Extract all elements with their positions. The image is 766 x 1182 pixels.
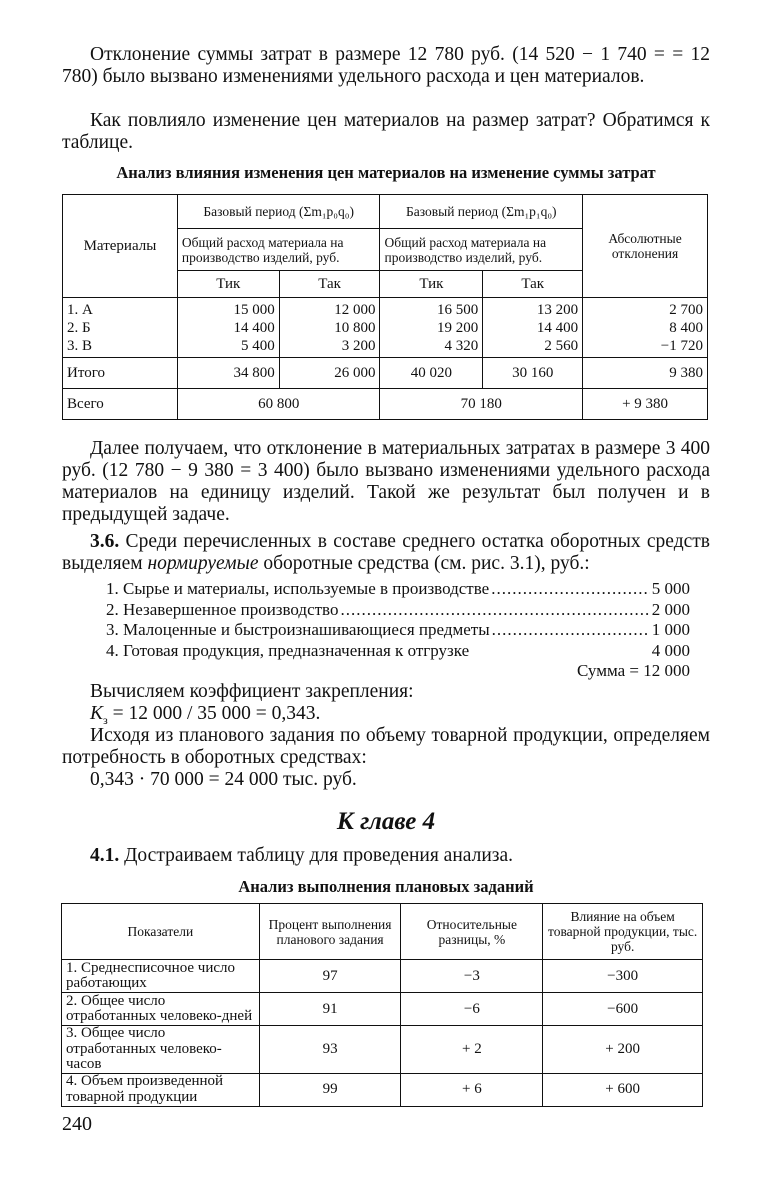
table-cell: + 200 xyxy=(543,1026,703,1074)
material-price-table xyxy=(62,194,708,420)
emphasis: нормируемые xyxy=(147,553,259,574)
table-cell: 4 320 xyxy=(444,337,479,354)
table-cell: 9 380 xyxy=(583,358,708,389)
table-cell: 14 400 xyxy=(536,319,579,336)
working-capital-list xyxy=(106,579,690,682)
table-cell: 5 400 xyxy=(240,337,275,354)
base-tik-values xyxy=(177,298,279,358)
table2-title: Анализ выполнения плановых заданий xyxy=(238,877,534,896)
task-number: 3.6. xyxy=(90,531,120,552)
formula-symbol: K xyxy=(90,703,104,724)
table-cell: 16 500 xyxy=(437,301,479,318)
result-line: 0,343 · 70 000 = 24 000 тыс. руб. xyxy=(90,769,357,790)
text: Достраиваем таблицу для проведения анализа. xyxy=(119,845,514,866)
table-cell: 30 160 xyxy=(483,358,583,389)
table-cell: −6 xyxy=(401,993,543,1026)
page-number: 240 xyxy=(62,1113,92,1135)
list-item-value: 2 000 xyxy=(651,599,690,619)
header-total-consumption-2: Общий расход материала на производство изделий, руб. xyxy=(380,229,583,271)
list-item-label: 1. Сырье и материалы, используемые в производстве xyxy=(106,579,490,598)
table-cell: 2 700 xyxy=(669,301,703,318)
list-item xyxy=(106,620,690,641)
header-tak-2: Так xyxy=(483,271,583,298)
table-cell: 3 200 xyxy=(341,337,376,354)
header-indicators: Показатели xyxy=(62,904,260,960)
indicator-name: 1. Среднесписочное число работающих xyxy=(62,960,260,993)
base-tak-values xyxy=(279,298,380,358)
list-item xyxy=(106,579,690,600)
paragraph-3-6 xyxy=(62,531,710,575)
table-cell: 34 800 xyxy=(177,358,279,389)
paragraph-coefficient: Вычисляем коэффициент закрепления: xyxy=(90,681,414,702)
formula-subscript: з xyxy=(103,712,108,727)
header-abs-deviation: Абсолютные отклонения xyxy=(583,195,708,298)
formula-body: = 12 000 / 35 000 = 0,343. xyxy=(107,703,321,724)
vsego-label: Всего xyxy=(63,389,178,420)
table-cell: 2 560 xyxy=(544,337,579,354)
table-cell: 26 000 xyxy=(279,358,380,389)
chapter-heading: К главе 4 xyxy=(336,808,436,835)
table-cell: 8 400 xyxy=(669,319,703,336)
list-item-label: 2. Незавершенное производство xyxy=(106,599,339,619)
paragraph-4-1 xyxy=(62,845,710,867)
table-cell: −600 xyxy=(543,993,703,1026)
table-cell: + 6 xyxy=(401,1073,543,1106)
new-tak-values xyxy=(483,298,583,358)
leader-dots xyxy=(492,620,650,641)
table-cell: 99 xyxy=(259,1073,401,1106)
table-cell: −300 xyxy=(543,960,703,993)
itogo-label: Итого xyxy=(63,358,178,389)
table-cell: 70 180 xyxy=(380,389,583,420)
material-name: 2. Б xyxy=(67,319,91,336)
table-cell: −3 xyxy=(401,960,543,993)
plan-fulfillment-table xyxy=(61,903,703,1107)
materials-names xyxy=(63,298,178,358)
text: Среди перечисленных в составе среднего остатка оборотных средств выделяем xyxy=(62,531,710,574)
table-cell: 93 xyxy=(259,1026,401,1074)
table1-title: Анализ влияния изменения цен материалов на изменение суммы затрат xyxy=(116,163,656,182)
list-item-label: 4. Готовая продукция, предназначенная к отгрузке xyxy=(106,640,470,660)
table-cell: 91 xyxy=(259,993,401,1026)
paragraph-question: Как повлияло изменение цен материалов на размер затрат? Обратимся к таблице. xyxy=(62,110,710,153)
new-tik-values xyxy=(380,298,483,358)
table-cell: −1 720 xyxy=(660,337,703,354)
table-cell: 40 020 xyxy=(380,358,483,389)
header-effect: Влияние на объем товарной продукции, тыс. руб. xyxy=(543,904,703,960)
list-item xyxy=(106,600,690,621)
header-base-period-1: Базовый период (Σm₁p₀q₀) xyxy=(177,195,380,229)
table-cell: + 600 xyxy=(543,1073,703,1106)
indicator-name: 2. Общее число отработанных человеко-дней xyxy=(62,993,260,1026)
deviation-values xyxy=(583,298,708,358)
header-tik-2: Тик xyxy=(380,271,483,298)
header-materials: Материалы xyxy=(63,195,178,298)
table-cell: + 9 380 xyxy=(583,389,708,420)
paragraph-conclusion: Далее получаем, что отклонение в материальных затратах в размере 3 400 руб. (12 780 − 9 380 = 3 400) было вызвано изменениями удельного расхода материалов на единицу изделий. Такой же результат был получен и в предыдущей задаче. xyxy=(62,438,710,525)
header-relative: Относительные разницы, % xyxy=(401,904,543,960)
material-name: 1. А xyxy=(67,301,93,318)
sum-line: Сумма = 12 000 xyxy=(577,661,690,680)
paragraph-deviation: Отклонение суммы затрат в размере 12 780 руб. (14 520 − 1 740 = = 12 780) было вызвано изменениями удельного расхода и цен материалов. xyxy=(62,44,710,87)
leader-dots xyxy=(491,579,650,600)
table-cell: 97 xyxy=(259,960,401,993)
list-item xyxy=(106,641,690,662)
paragraph-plan: Исходя из планового задания по объему товарной продукции, определяем потребность в оборотных средствах: xyxy=(62,725,710,768)
table-cell: 15 000 xyxy=(233,301,275,318)
list-item-label: 3. Малоценные и быстроизнашивающиеся предметы xyxy=(106,620,490,639)
header-base-period-2: Базовый период (Σm₁p₁q₀) xyxy=(380,195,583,229)
table-cell: 60 800 xyxy=(177,389,380,420)
text: оборотные средства (см. рис. 3.1), руб.: xyxy=(258,553,590,574)
material-name: 3. В xyxy=(67,337,93,354)
indicator-name: 3. Общее число отработанных человеко-часов xyxy=(62,1026,260,1074)
table-cell: 12 000 xyxy=(334,301,376,318)
list-item-value: 1 000 xyxy=(651,620,690,639)
header-tik-1: Тик xyxy=(177,271,279,298)
task-number: 4.1. xyxy=(90,845,120,866)
table-cell: 10 800 xyxy=(334,319,376,336)
list-item-value: 4 000 xyxy=(651,640,690,660)
leader-dots xyxy=(340,600,649,621)
table-cell: + 2 xyxy=(401,1026,543,1074)
table-cell: 13 200 xyxy=(536,301,579,318)
header-percent: Процент выполнения планового задания xyxy=(259,904,401,960)
table-cell: 14 400 xyxy=(233,319,275,336)
list-item-value: 5 000 xyxy=(651,579,690,598)
table-cell: 19 200 xyxy=(437,319,479,336)
header-tak-1: Так xyxy=(279,271,380,298)
indicator-name: 4. Объем произведенной товарной продукции xyxy=(62,1073,260,1106)
header-total-consumption-1: Общий расход материала на производство изделий, руб. xyxy=(177,229,380,271)
